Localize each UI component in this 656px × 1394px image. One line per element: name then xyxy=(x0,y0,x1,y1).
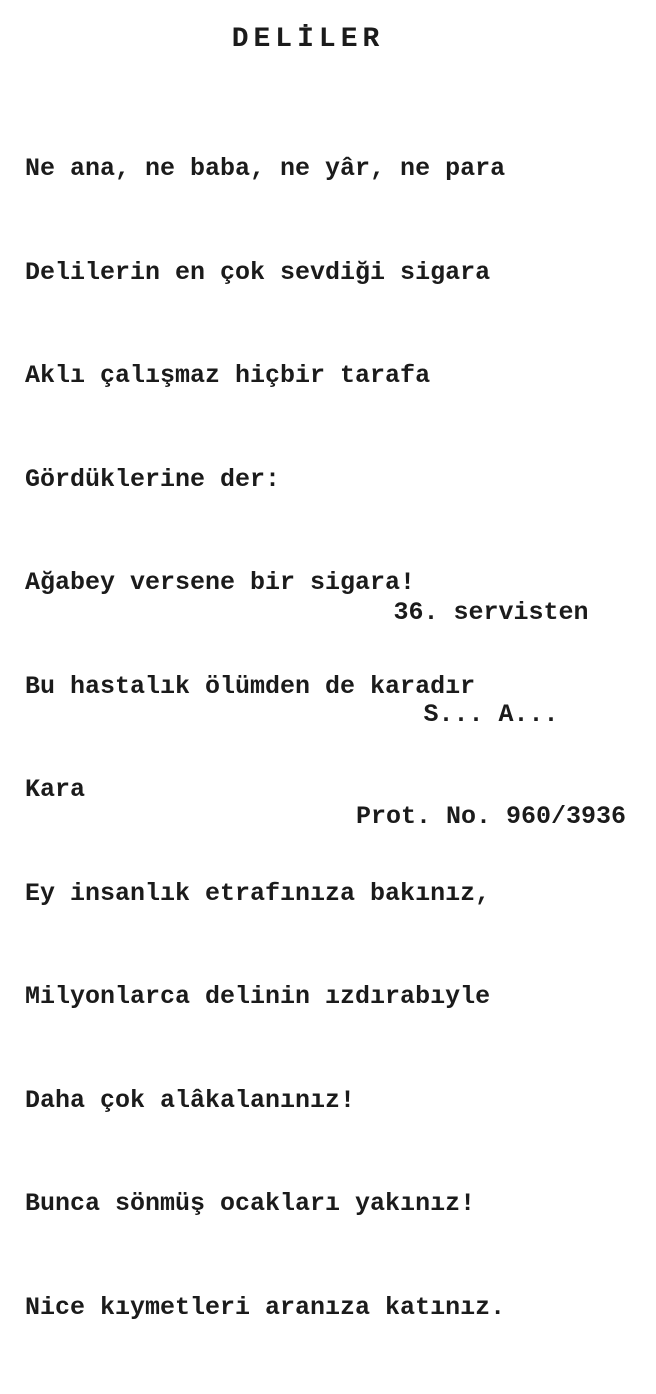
signature-block xyxy=(326,528,656,902)
poem-line: Daha çok alâkalanınız! xyxy=(25,1085,356,1115)
poem-line: Delilerin en çok sevdiği sigara xyxy=(25,257,491,287)
signature-line-initials: S... A... xyxy=(423,700,559,729)
poem-line: Milyonlarca delinin ızdırabıyle xyxy=(25,982,491,1011)
poem-line: Aklı çalışmaz hiçbir tarafa xyxy=(25,361,431,390)
poem-line: Bunca sönmüş ocakları yakınız! xyxy=(25,1189,476,1218)
poem-line: Ey insanlık etrafınıza bakınız, xyxy=(25,878,491,908)
poem-line: Kara xyxy=(25,775,86,804)
poem-line: Ne ana, ne baba, ne yâr, ne para xyxy=(25,154,506,183)
poem-line: Bu hastalık ölümden de karadır xyxy=(25,671,476,701)
poem-title: DELİLER xyxy=(231,23,385,55)
poem-line: Nice kıymetleri aranıza katınız. xyxy=(25,1292,506,1322)
signature-line-service: 36. servisten xyxy=(393,598,589,627)
poem-line: Gördüklerine der: xyxy=(25,464,281,494)
poem-line: Ağabey versene bir sigara! xyxy=(25,568,416,597)
signature-line-protocol: Prot. No. 960/3936 xyxy=(355,802,627,831)
